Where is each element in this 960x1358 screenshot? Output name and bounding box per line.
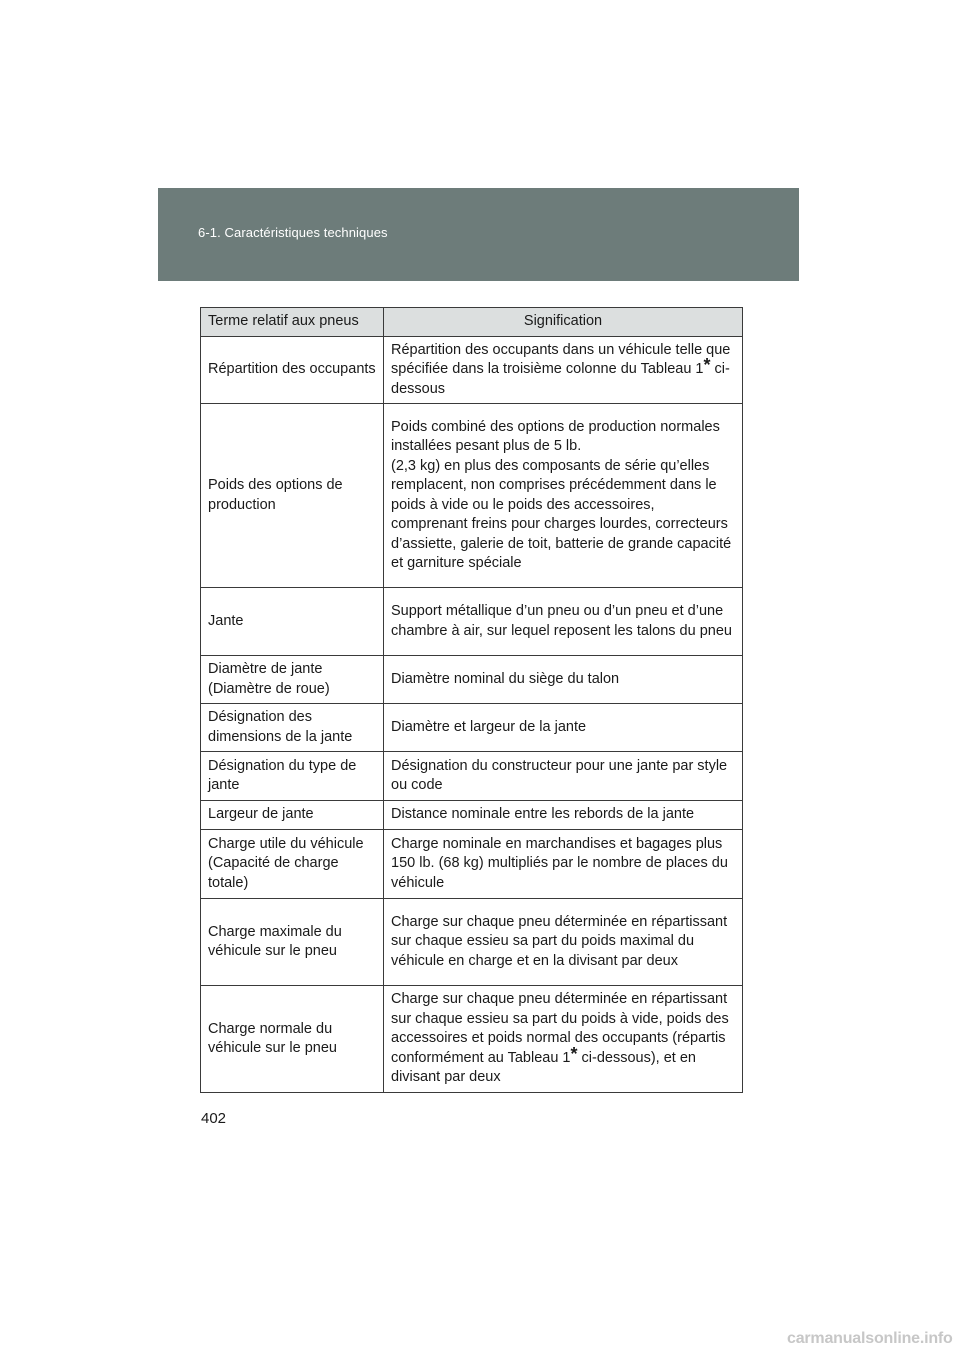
term-cell: Charge utile du véhicule (Capacité de charge totale)	[201, 830, 384, 899]
meaning-text: Répartition des occupants dans un véhicule telle que spécifiée dans la troisième colonne du Tableau 1	[391, 341, 731, 378]
table-row	[201, 752, 743, 801]
table-row	[201, 986, 743, 1093]
table-row	[201, 404, 743, 588]
term-cell: Largeur de jante	[201, 801, 384, 830]
table-row	[201, 801, 743, 830]
term-cell: Poids des options de production	[201, 404, 384, 588]
table-row	[201, 704, 743, 752]
column-header-term: Terme relatif aux pneus	[201, 308, 384, 337]
site-watermark: carmanualsonline.info	[787, 1330, 953, 1347]
term-cell: Désignation du type de jante	[201, 752, 384, 801]
meaning-text-suffix: ci-dessous	[391, 361, 730, 397]
column-header-meaning: Signification	[384, 308, 743, 337]
term-cell: Répartition des occupants	[201, 337, 384, 404]
footnote-marker: *	[703, 355, 711, 376]
section-title: 6-1. Caractéristiques techniques	[198, 225, 388, 240]
meaning-cell: Charge nominale en marchandises et bagages plus 150 lb. (68 kg) multipliés par le nombre de places du véhicule	[384, 830, 743, 899]
table-row	[201, 588, 743, 656]
term-cell: Désignation des dimensions de la jante	[201, 704, 384, 752]
tire-terms-table	[200, 307, 743, 1093]
table-row	[201, 830, 743, 899]
meaning-text-suffix: ci-dessous), et en divisant par deux	[391, 1049, 696, 1086]
meaning-cell	[384, 337, 743, 404]
footnote-marker: *	[570, 1043, 578, 1064]
meaning-cell: Charge sur chaque pneu déterminée en répartissant sur chaque essieu sa part du poids maximal du véhicule en charge et en la divisant par deux	[384, 899, 743, 986]
meaning-cell: Désignation du constructeur pour une jante par style ou code	[384, 752, 743, 801]
table-row	[201, 899, 743, 986]
meaning-cell: Poids combiné des options de production normales installées pesant plus de 5 lb. (2,3 kg) en plus des composants de série qu’elles remplacent, non comprises précédemment dans le poids à vide ou le poids des accessoires, comprenant freins pour charges lourdes, correcteurs d’assiette, galerie de toit, batterie de grande capacité et garniture spéciale	[384, 404, 743, 588]
meaning-cell	[384, 986, 743, 1093]
section-header-band	[158, 188, 799, 281]
table-row	[201, 656, 743, 704]
term-cell: Jante	[201, 588, 384, 656]
meaning-cell: Distance nominale entre les rebords de la jante	[384, 801, 743, 830]
meaning-cell: Diamètre et largeur de la jante	[384, 704, 743, 752]
meaning-cell: Support métallique d’un pneu ou d’un pneu et d’une chambre à air, sur lequel reposent les talons du pneu	[384, 588, 743, 656]
meaning-cell: Diamètre nominal du siège du talon	[384, 656, 743, 704]
table-header-row	[201, 308, 743, 337]
meaning-text: Charge sur chaque pneu déterminée en répartissant sur chaque essieu sa part du poids à vide, poids des accessoires et poids normal des occupants (répartis conformément au Tableau 1	[391, 991, 729, 1066]
term-cell: Diamètre de jante (Diamètre de roue)	[201, 656, 384, 704]
term-cell: Charge maximale du véhicule sur le pneu	[201, 899, 384, 986]
page-number: 402	[201, 1110, 227, 1127]
term-cell: Charge normale du véhicule sur le pneu	[201, 986, 384, 1093]
table-row	[201, 337, 743, 404]
